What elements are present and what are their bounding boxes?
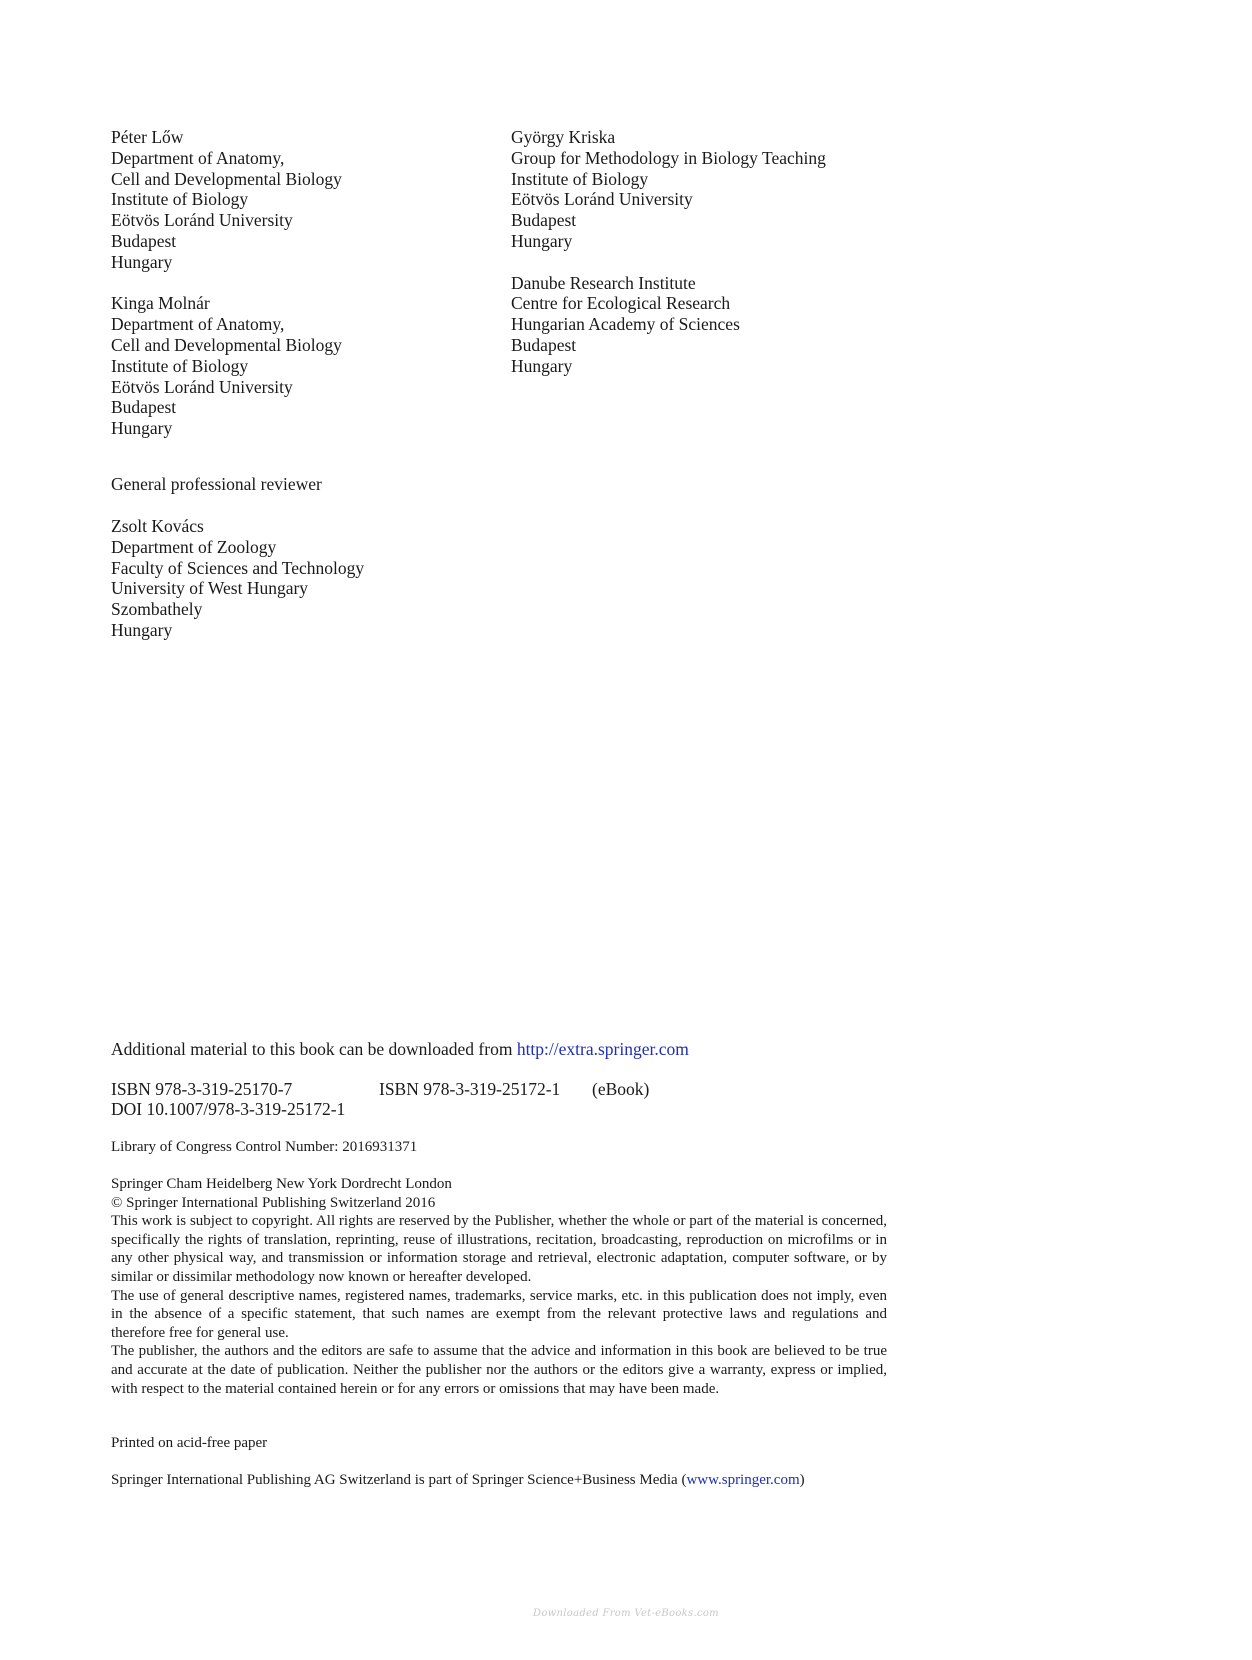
address-line: Eötvös Loránd University (511, 189, 693, 210)
address-line: Department of Zoology (111, 536, 277, 557)
disclaimer-paragraph: The publisher, the authors and the editors are safe to assume that the advice and information in this book are believed to be true and accurate at the date of publication. Neither the publisher nor the authors or the editors give a warranty, express or implied, with respect to the material contained herein or for any errors or omissions that may have been made. (111, 1343, 887, 1397)
springer-part-close: ) (799, 1472, 805, 1488)
address-line: Hungary (111, 251, 173, 272)
address-line: Hungary (511, 230, 573, 251)
springer-part-text: Springer International Publishing AG Switzerland is part of Springer Science+Business Media ( (111, 1472, 687, 1488)
address-line: Eötvös Loránd University (111, 210, 293, 231)
address-line: Group for Methodology in Biology Teaching (511, 147, 826, 168)
springer-part-note (111, 1471, 887, 1490)
address-line: Budapest (111, 397, 177, 418)
address-line: Hungary (111, 619, 173, 640)
isbn-print: ISBN 978-3-319-25170-7 (111, 1079, 293, 1099)
author-column-left (111, 127, 342, 439)
address-line: Institute of Biology (111, 355, 249, 376)
spacer (511, 252, 826, 273)
author-address-molnar (111, 293, 342, 439)
address-line: Szombathely (111, 599, 203, 620)
author-name: Kinga Molnár (111, 293, 210, 314)
copyright-paragraph: This work is subject to copyright. All rights are reserved by the Publisher, whether the whole or part of the material is concerned, specifically the rights of translation, reprinting, reuse of illustrations, recitation, broadcasting, reproduction on microfilms or in any other physical way, and transmission or information storage and retrieval, electronic adaptation, computer software, or by similar or dissimilar methodology now known or hereafter developed. (111, 1213, 887, 1285)
acid-free-note: Printed on acid-free paper (111, 1435, 268, 1451)
author-address-kriska (511, 127, 826, 252)
additional-material-note (111, 1039, 689, 1060)
copyright-block (111, 1175, 887, 1398)
doi: DOI 10.1007/978-3-319-25172-1 (111, 1099, 346, 1119)
author-address-low (111, 127, 342, 273)
download-watermark: Downloaded From Vet-eBooks.com (533, 1608, 719, 1619)
isbn-ebook: ISBN 978-3-319-25172-1 (379, 1079, 561, 1099)
reviewer-heading: General professional reviewer (111, 474, 322, 494)
author-column-right (511, 127, 826, 377)
address-line: Centre for Ecological Research (511, 293, 731, 314)
address-line: Danube Research Institute (511, 272, 696, 293)
address-line: Cell and Developmental Biology (111, 168, 342, 189)
isbn-ebook-tag: (eBook) (592, 1079, 650, 1099)
publisher-locations: Springer Cham Heidelberg New York Dordrecht London (111, 1176, 452, 1192)
reviewer-name: Zsolt Kovács (111, 516, 204, 536)
address-line: Hungarian Academy of Sciences (511, 314, 740, 335)
address-line: Hungary (511, 355, 573, 376)
reviewer-address (111, 516, 364, 641)
address-line: Institute of Biology (511, 168, 649, 189)
address-line: Hungary (111, 418, 173, 439)
address-line: Department of Anatomy, (111, 147, 285, 168)
address-line: University of West Hungary (111, 578, 309, 599)
author-name: György Kriska (511, 127, 616, 147)
author-address-danube (511, 273, 826, 377)
lccn: Library of Congress Control Number: 2016931371 (111, 1139, 418, 1155)
address-line: Budapest (511, 210, 577, 231)
address-line: Institute of Biology (111, 189, 249, 210)
address-line: Budapest (111, 230, 177, 251)
address-line: Cell and Developmental Biology (111, 334, 342, 355)
author-name: Péter Lőw (111, 127, 184, 147)
additional-material-text: Additional material to this book can be downloaded from (111, 1039, 517, 1059)
spacer (111, 273, 342, 294)
springer-link[interactable]: www.springer.com (686, 1472, 800, 1488)
trademark-paragraph: The use of general descriptive names, registered names, trademarks, service marks, etc. in this publication does not imply, even in the absence of a specific statement, that such names are exempt from the relevant protective laws and regulations and therefore free for general use. (111, 1287, 887, 1341)
extra-springer-link[interactable]: http://extra.springer.com (516, 1039, 689, 1059)
copyright-line: © Springer International Publishing Switzerland 2016 (111, 1194, 436, 1211)
address-line: Eötvös Loránd University (111, 376, 293, 397)
address-line: Budapest (511, 334, 577, 355)
address-line: Department of Anatomy, (111, 314, 285, 335)
address-line: Faculty of Sciences and Technology (111, 557, 365, 578)
